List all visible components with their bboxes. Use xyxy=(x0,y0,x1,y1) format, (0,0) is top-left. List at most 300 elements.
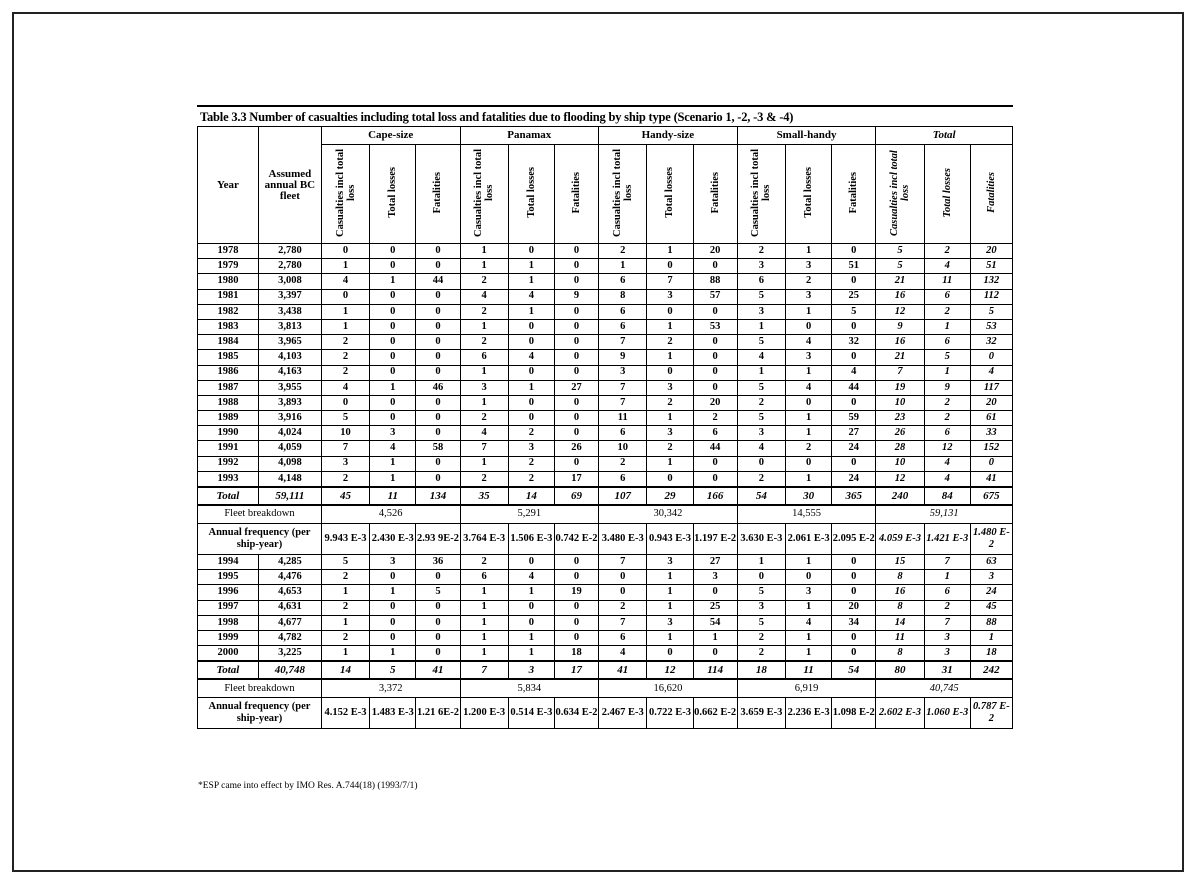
total-cell: 240 xyxy=(876,487,924,505)
value-cell: 1 xyxy=(647,585,693,600)
subheader-label: Casualties incl total loss xyxy=(611,148,634,237)
value-cell: 0 xyxy=(786,395,832,410)
value-cell: 0 xyxy=(321,289,369,304)
value-cell: 36 xyxy=(416,555,460,570)
value-cell: 6 xyxy=(599,630,647,645)
value-cell: 1 xyxy=(924,365,970,380)
table-row xyxy=(198,441,1013,456)
value-cell: 2 xyxy=(460,471,508,487)
value-cell: 0 xyxy=(693,471,737,487)
value-cell: 2 xyxy=(786,274,832,289)
value-cell: 8 xyxy=(876,646,924,662)
value-cell: 2 xyxy=(460,555,508,570)
breakdown-cell: 3,372 xyxy=(321,679,460,698)
frequency-cell: 3.630 E-3 xyxy=(737,524,785,555)
value-cell: 5 xyxy=(321,411,369,426)
value-cell: 24 xyxy=(832,441,876,456)
value-cell: 0 xyxy=(416,600,460,615)
value-cell: 1 xyxy=(321,319,369,334)
value-cell: 2,780 xyxy=(258,259,321,274)
group-header-handy: Handy-size xyxy=(599,127,738,145)
value-cell: 4 xyxy=(460,289,508,304)
value-cell: 4 xyxy=(508,570,554,585)
value-cell: 25 xyxy=(693,600,737,615)
total-cell: 80 xyxy=(876,661,924,679)
value-cell: 3 xyxy=(786,585,832,600)
value-cell: 4,163 xyxy=(258,365,321,380)
total-cell: 69 xyxy=(555,487,599,505)
value-cell: 2 xyxy=(693,411,737,426)
total-cell: 45 xyxy=(321,487,369,505)
value-cell: 32 xyxy=(970,335,1012,350)
value-cell: 0 xyxy=(370,600,416,615)
value-cell: 1 xyxy=(508,304,554,319)
value-cell: 0 xyxy=(555,570,599,585)
value-cell: 0 xyxy=(555,555,599,570)
value-cell: 3,225 xyxy=(258,646,321,662)
value-cell: 4,476 xyxy=(258,570,321,585)
value-cell: 3 xyxy=(647,380,693,395)
frequency-cell: 0.943 E-3 xyxy=(647,524,693,555)
breakdown-cell: 16,620 xyxy=(599,679,738,698)
value-cell: 0 xyxy=(786,319,832,334)
value-cell: 1 xyxy=(460,395,508,410)
value-cell: 1 xyxy=(647,319,693,334)
value-cell: 3 xyxy=(786,350,832,365)
subheader-total-losses xyxy=(647,145,693,244)
value-cell: 3 xyxy=(737,600,785,615)
year-cell: 1978 xyxy=(198,244,259,259)
value-cell: 41 xyxy=(970,471,1012,487)
value-cell: 8 xyxy=(599,289,647,304)
value-cell: 4,677 xyxy=(258,615,321,630)
value-cell: 0 xyxy=(508,244,554,259)
year-cell: 1987 xyxy=(198,380,259,395)
total-cell: 114 xyxy=(693,661,737,679)
value-cell: 1 xyxy=(647,570,693,585)
frequency-cell: 2.93 9E-2 xyxy=(416,524,460,555)
value-cell: 2 xyxy=(924,411,970,426)
frequency-cell: 1.200 E-3 xyxy=(460,698,508,729)
value-cell: 27 xyxy=(555,380,599,395)
value-cell: 2 xyxy=(599,456,647,471)
year-cell: 1999 xyxy=(198,630,259,645)
value-cell: 7 xyxy=(460,441,508,456)
value-cell: 0 xyxy=(370,244,416,259)
value-cell: 2 xyxy=(321,365,369,380)
value-cell: 1 xyxy=(370,585,416,600)
table-row xyxy=(198,319,1013,334)
value-cell: 0 xyxy=(555,244,599,259)
value-cell: 1 xyxy=(647,456,693,471)
value-cell: 1 xyxy=(460,646,508,662)
value-cell: 19 xyxy=(876,380,924,395)
value-cell: 4,024 xyxy=(258,426,321,441)
value-cell: 7 xyxy=(924,615,970,630)
value-cell: 0 xyxy=(508,555,554,570)
value-cell: 2 xyxy=(460,411,508,426)
value-cell: 4 xyxy=(924,456,970,471)
value-cell: 6 xyxy=(599,319,647,334)
value-cell: 20 xyxy=(970,395,1012,410)
value-cell: 44 xyxy=(693,441,737,456)
value-cell: 4 xyxy=(924,471,970,487)
value-cell: 1 xyxy=(370,380,416,395)
frequency-cell: 2.602 E-3 xyxy=(876,698,924,729)
value-cell: 10 xyxy=(876,395,924,410)
value-cell: 0 xyxy=(970,350,1012,365)
subheader-label: Fatalities xyxy=(709,171,721,214)
value-cell: 7 xyxy=(599,395,647,410)
value-cell: 1 xyxy=(460,585,508,600)
total-cell: 35 xyxy=(460,487,508,505)
value-cell: 12 xyxy=(876,304,924,319)
table-row xyxy=(198,289,1013,304)
value-cell: 5 xyxy=(737,380,785,395)
year-cell: 1990 xyxy=(198,426,259,441)
frequency-cell: 1.21 6E-2 xyxy=(416,698,460,729)
total-row xyxy=(198,661,1013,679)
table-row xyxy=(198,411,1013,426)
frequency-cell: 1.483 E-3 xyxy=(370,698,416,729)
value-cell: 0 xyxy=(693,380,737,395)
value-cell: 3 xyxy=(321,456,369,471)
breakdown-cell: 6,919 xyxy=(737,679,876,698)
value-cell: 3 xyxy=(460,380,508,395)
value-cell: 1 xyxy=(508,630,554,645)
value-cell: 0 xyxy=(832,319,876,334)
value-cell: 0 xyxy=(555,335,599,350)
value-cell: 0 xyxy=(370,630,416,645)
value-cell: 7 xyxy=(647,274,693,289)
subheader-label: Casualties incl total loss xyxy=(888,149,911,236)
value-cell: 5 xyxy=(876,244,924,259)
breakdown-cell: 4,526 xyxy=(321,505,460,524)
value-cell: 7 xyxy=(924,555,970,570)
value-cell: 1 xyxy=(647,411,693,426)
value-cell: 4 xyxy=(460,426,508,441)
frequency-cell: 2.430 E-3 xyxy=(370,524,416,555)
total-cell: 18 xyxy=(737,661,785,679)
value-cell: 1 xyxy=(370,646,416,662)
total-cell: 59,111 xyxy=(258,487,321,505)
total-cell: 134 xyxy=(416,487,460,505)
value-cell: 1 xyxy=(460,600,508,615)
value-cell: 1 xyxy=(786,304,832,319)
value-cell: 8 xyxy=(876,570,924,585)
value-cell: 1 xyxy=(460,365,508,380)
table-row xyxy=(198,456,1013,471)
value-cell: 1 xyxy=(321,646,369,662)
year-cell: 1995 xyxy=(198,570,259,585)
value-cell: 0 xyxy=(693,585,737,600)
value-cell: 26 xyxy=(876,426,924,441)
table-body xyxy=(198,244,1013,729)
value-cell: 0 xyxy=(508,319,554,334)
subheader-label: Fatalities xyxy=(848,171,860,214)
value-cell: 1 xyxy=(460,615,508,630)
value-cell: 4 xyxy=(786,335,832,350)
value-cell: 4,103 xyxy=(258,350,321,365)
value-cell: 16 xyxy=(876,289,924,304)
frequency-cell: 2.236 E-3 xyxy=(786,698,832,729)
table-row xyxy=(198,570,1013,585)
subheader-label: Total losses xyxy=(664,167,676,218)
value-cell: 0 xyxy=(693,365,737,380)
value-cell: 21 xyxy=(876,350,924,365)
value-cell: 1 xyxy=(786,646,832,662)
breakdown-cell: 30,342 xyxy=(599,505,738,524)
value-cell: 2 xyxy=(460,304,508,319)
value-cell: 2 xyxy=(321,350,369,365)
value-cell: 7 xyxy=(876,365,924,380)
value-cell: 3 xyxy=(786,259,832,274)
value-cell: 51 xyxy=(832,259,876,274)
value-cell: 2 xyxy=(924,395,970,410)
value-cell: 1 xyxy=(460,244,508,259)
year-cell: 1983 xyxy=(198,319,259,334)
value-cell: 5 xyxy=(737,289,785,304)
year-cell: 1982 xyxy=(198,304,259,319)
value-cell: 0 xyxy=(555,600,599,615)
value-cell: 1 xyxy=(924,319,970,334)
total-cell: 14 xyxy=(508,487,554,505)
value-cell: 3,955 xyxy=(258,380,321,395)
value-cell: 0 xyxy=(370,395,416,410)
value-cell: 2 xyxy=(786,441,832,456)
year-cell: 1989 xyxy=(198,411,259,426)
value-cell: 2 xyxy=(599,244,647,259)
subheader-label: Total losses xyxy=(941,167,953,218)
value-cell: 4,285 xyxy=(258,555,321,570)
value-cell: 15 xyxy=(876,555,924,570)
frequency-cell: 0.787 E-2 xyxy=(970,698,1012,729)
value-cell: 61 xyxy=(970,411,1012,426)
annual-frequency-row xyxy=(198,524,1013,555)
value-cell: 0 xyxy=(693,350,737,365)
value-cell: 57 xyxy=(693,289,737,304)
value-cell: 1 xyxy=(737,365,785,380)
value-cell: 6 xyxy=(460,350,508,365)
table-row xyxy=(198,646,1013,662)
value-cell: 3,813 xyxy=(258,319,321,334)
total-label: Total xyxy=(198,661,259,679)
value-cell: 1 xyxy=(370,456,416,471)
annual-frequency-row xyxy=(198,698,1013,729)
value-cell: 3 xyxy=(737,426,785,441)
value-cell: 3 xyxy=(647,289,693,304)
value-cell: 32 xyxy=(832,335,876,350)
subheader-label: Fatalities xyxy=(432,171,444,214)
value-cell: 0 xyxy=(786,456,832,471)
value-cell: 12 xyxy=(876,471,924,487)
frequency-cell: 1.197 E-2 xyxy=(693,524,737,555)
value-cell: 0 xyxy=(370,304,416,319)
value-cell: 24 xyxy=(970,585,1012,600)
value-cell: 1 xyxy=(924,570,970,585)
frequency-cell: 1.480 E-2 xyxy=(970,524,1012,555)
breakdown-cell: 5,834 xyxy=(460,679,599,698)
value-cell: 6 xyxy=(924,289,970,304)
value-cell: 4,148 xyxy=(258,471,321,487)
breakdown-cell: 14,555 xyxy=(737,505,876,524)
total-cell: 54 xyxy=(737,487,785,505)
value-cell: 1 xyxy=(508,646,554,662)
value-cell: 63 xyxy=(970,555,1012,570)
total-cell: 11 xyxy=(370,487,416,505)
value-cell: 2 xyxy=(737,395,785,410)
frequency-label: Annual frequency (per ship-year) xyxy=(198,524,322,555)
table-row xyxy=(198,335,1013,350)
total-cell: 7 xyxy=(460,661,508,679)
value-cell: 5 xyxy=(737,585,785,600)
value-cell: 0 xyxy=(370,411,416,426)
value-cell: 3 xyxy=(508,441,554,456)
value-cell: 0 xyxy=(370,259,416,274)
value-cell: 0 xyxy=(370,335,416,350)
total-cell: 41 xyxy=(599,661,647,679)
subheader-label: Total losses xyxy=(803,167,815,218)
value-cell: 44 xyxy=(832,380,876,395)
frequency-cell: 9.943 E-3 xyxy=(321,524,369,555)
value-cell: 1 xyxy=(786,630,832,645)
value-cell: 2 xyxy=(321,570,369,585)
breakdown-cell: 40,745 xyxy=(876,679,1013,698)
value-cell: 88 xyxy=(970,615,1012,630)
value-cell: 11 xyxy=(876,630,924,645)
total-cell: 12 xyxy=(647,661,693,679)
year-cell: 2000 xyxy=(198,646,259,662)
value-cell: 2 xyxy=(508,426,554,441)
value-cell: 2 xyxy=(321,335,369,350)
total-cell: 166 xyxy=(693,487,737,505)
value-cell: 16 xyxy=(876,585,924,600)
subheader-label: Total losses xyxy=(525,167,537,218)
value-cell: 9 xyxy=(555,289,599,304)
subheader-label: Casualties incl total loss xyxy=(334,148,357,237)
value-cell: 19 xyxy=(555,585,599,600)
value-cell: 53 xyxy=(970,319,1012,334)
subheader-total-losses xyxy=(508,145,554,244)
value-cell: 51 xyxy=(970,259,1012,274)
subheader-fatalities xyxy=(416,145,460,244)
value-cell: 4 xyxy=(786,615,832,630)
year-cell: 1981 xyxy=(198,289,259,304)
fleet-breakdown-row xyxy=(198,679,1013,698)
table-row xyxy=(198,630,1013,645)
caption-rule xyxy=(197,105,1013,107)
fleet-breakdown-row xyxy=(198,505,1013,524)
subheader-casualties xyxy=(876,145,924,244)
value-cell: 1 xyxy=(460,630,508,645)
value-cell: 5 xyxy=(876,259,924,274)
table-row xyxy=(198,615,1013,630)
total-cell: 5 xyxy=(370,661,416,679)
value-cell: 6 xyxy=(693,426,737,441)
value-cell: 0 xyxy=(416,289,460,304)
year-cell: 1979 xyxy=(198,259,259,274)
value-cell: 2 xyxy=(460,274,508,289)
value-cell: 6 xyxy=(737,274,785,289)
breakdown-label: Fleet breakdown xyxy=(198,679,322,698)
value-cell: 3,965 xyxy=(258,335,321,350)
value-cell: 0 xyxy=(786,570,832,585)
value-cell: 33 xyxy=(970,426,1012,441)
value-cell: 7 xyxy=(599,380,647,395)
value-cell: 4 xyxy=(321,274,369,289)
frequency-cell: 1.060 E-3 xyxy=(924,698,970,729)
value-cell: 20 xyxy=(693,244,737,259)
value-cell: 5 xyxy=(321,555,369,570)
value-cell: 4 xyxy=(924,259,970,274)
value-cell: 27 xyxy=(832,426,876,441)
value-cell: 1 xyxy=(737,319,785,334)
value-cell: 3 xyxy=(599,365,647,380)
group-header-cape: Cape-size xyxy=(321,127,460,145)
value-cell: 0 xyxy=(508,395,554,410)
subheader-casualties xyxy=(460,145,508,244)
value-cell: 1 xyxy=(370,471,416,487)
value-cell: 1 xyxy=(786,365,832,380)
value-cell: 27 xyxy=(693,555,737,570)
value-cell: 0 xyxy=(647,259,693,274)
value-cell: 1 xyxy=(321,585,369,600)
value-cell: 2,780 xyxy=(258,244,321,259)
value-cell: 4 xyxy=(599,646,647,662)
value-cell: 16 xyxy=(876,335,924,350)
value-cell: 0 xyxy=(370,570,416,585)
value-cell: 1 xyxy=(599,259,647,274)
value-cell: 0 xyxy=(832,630,876,645)
value-cell: 4 xyxy=(737,441,785,456)
value-cell: 4 xyxy=(508,350,554,365)
value-cell: 2 xyxy=(647,395,693,410)
value-cell: 2 xyxy=(508,471,554,487)
value-cell: 1 xyxy=(321,304,369,319)
value-cell: 0 xyxy=(508,615,554,630)
value-cell: 0 xyxy=(555,304,599,319)
value-cell: 6 xyxy=(924,335,970,350)
frequency-label: Annual frequency (per ship-year) xyxy=(198,698,322,729)
table-row xyxy=(198,244,1013,259)
table-row xyxy=(198,380,1013,395)
total-cell: 14 xyxy=(321,661,369,679)
value-cell: 0 xyxy=(416,335,460,350)
value-cell: 1 xyxy=(460,259,508,274)
subheader-total-losses xyxy=(924,145,970,244)
value-cell: 0 xyxy=(416,615,460,630)
table-header xyxy=(198,127,1013,244)
value-cell: 1 xyxy=(647,244,693,259)
value-cell: 4,098 xyxy=(258,456,321,471)
value-cell: 0 xyxy=(832,395,876,410)
table-row xyxy=(198,304,1013,319)
year-cell: 1985 xyxy=(198,350,259,365)
value-cell: 6 xyxy=(599,304,647,319)
footnote: *ESP came into effect by IMO Res. A.744(18) (1993/7/1) xyxy=(198,781,418,791)
value-cell: 0 xyxy=(647,646,693,662)
total-cell: 54 xyxy=(832,661,876,679)
value-cell: 1 xyxy=(508,259,554,274)
value-cell: 1 xyxy=(647,630,693,645)
value-cell: 0 xyxy=(370,350,416,365)
value-cell: 2 xyxy=(924,600,970,615)
value-cell: 12 xyxy=(924,441,970,456)
subheader-casualties xyxy=(737,145,785,244)
value-cell: 6 xyxy=(924,426,970,441)
frequency-cell: 3.659 E-3 xyxy=(737,698,785,729)
value-cell: 20 xyxy=(970,244,1012,259)
